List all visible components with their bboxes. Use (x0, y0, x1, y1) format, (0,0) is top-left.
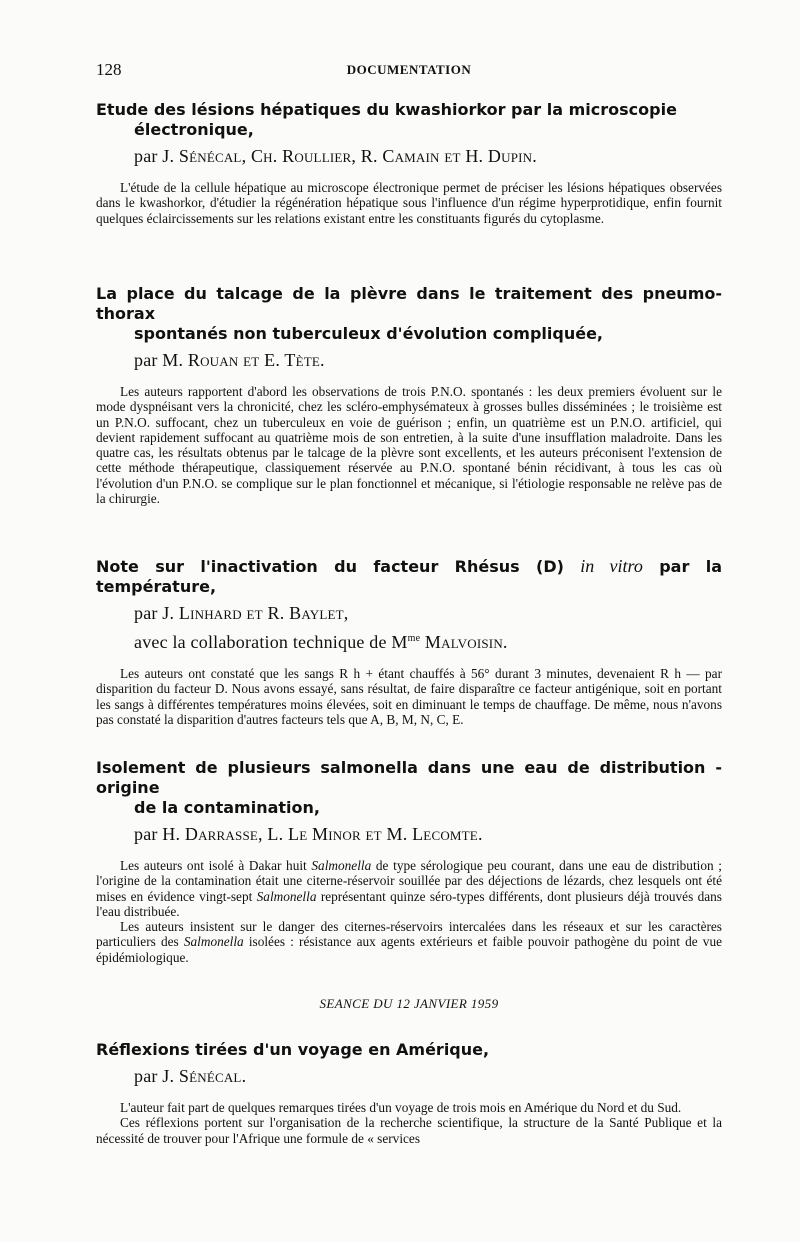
article-abstract (96, 1100, 722, 1146)
article-authors: par M. Rouan et E. Tète. (134, 350, 325, 370)
article-title: La place du talcage de la plèvre dans le traitement des pneumo-thorax spontanés non tuberculeux d'évolution compliquée, (96, 284, 722, 343)
paragraph: Les auteurs rapportent d'abord les observations de trois P.N.O. spontanés : les deux premiers évoluent sur le mode dyspnéisant vers la chronicité, chez les scléro-emphysémateux à grosses bulles disséminées ; le troisième est un P.N.O. suffocant, chez un tuberculeux en voie de guérison ; enfin, un quatrième est un P.N.O. artificiel, qui devient rapidement suffocant au quatrième mois de son entretien, à la suite d'une insufflation maladroite. Dans les quatre cas, les résultats obtenus par le talcage de la plèvre sont excellents, et les auteurs préconisent l'extension de cette méthode thérapeutique, classiquement réservée au P.N.O. spontané bénin récidivant, à tous les cas où l'évolution d'un P.N.O. se complique sur le plan fonctionnel et mécanique, si l'étiologie responsable ne relève pas de la chirurgie. (96, 384, 722, 507)
article-abstract (96, 180, 722, 226)
article-title: Etude des lésions hépatiques du kwashiorkor par la microscopie électronique, (96, 100, 677, 139)
article-kwashiorkor (96, 100, 722, 226)
article-talcage-plevre (96, 284, 722, 506)
article-title: Isolement de plusieurs salmonella dans une eau de distribution - origine de la contamination, (96, 758, 722, 817)
article-facteur-rhesus (96, 556, 722, 727)
session-heading: SEANCE DU 12 JANVIER 1959 (319, 996, 499, 1011)
paragraph: Les auteurs insistent sur le danger des citernes-réservoirs intercalées dans les réseaux et sur les caractères particuliers des Salmonella isolées : résistance aux agents extérieurs et faible pouvoir pathogène du point de vue épidémiologique. (96, 919, 722, 965)
article-title: Réflexions tirées d'un voyage en Amérique, (96, 1040, 490, 1059)
paragraph: L'étude de la cellule hépatique au microscope électronique permet de préciser les lésions hépatiques observées dans le kwashorkor, d'étudier la régénération hépatique sous l'influence d'un régime hyperprotidique, enfin fournit quelques éclaircissements sur les relations existant entre les constituants figurés du cytoplasme. (96, 180, 722, 226)
article-abstract (96, 666, 722, 727)
article-voyage-amerique (96, 1040, 722, 1146)
paragraph: Ces réflexions portent sur l'organisation de la recherche scientifique, la structure de la Santé Publique et la nécessité de trouver pour l'Afrique une formule de « services (96, 1115, 722, 1146)
article-authors: par J. Sénécal, Ch. Roullier, R. Camain et H. Dupin. (134, 146, 537, 166)
paragraph: L'auteur fait part de quelques remarques tirées d'un voyage de trois mois en Amérique du Nord et du Sud. (120, 1100, 682, 1115)
article-collaboration: avec la collaboration technique de $M^{me}$ Malvoisin. (134, 632, 508, 652)
article-salmonella (96, 758, 722, 965)
article-authors: par J. Linhard et R. Baylet, (134, 603, 349, 623)
article-title: Note sur l'inactivation du facteur Rhésus (D) in vitro par la température, (96, 556, 722, 596)
article-abstract (96, 384, 722, 506)
running-title: DOCUMENTATION (346, 62, 472, 77)
page-header (96, 60, 722, 84)
paragraph: Les auteurs ont isolé à Dakar huit Salmonella de type sérologique peu courant, dans une eau de distribution ; l'origine de la contamination était une citerne-réservoir souillée par des déjections de lézards, chez lesquels ont été mises en évidence vingt-sept Salmonella représentant quinze séro-types différents, dont plusieurs déjà trouvés dans l'eau distribuée. (96, 858, 722, 919)
page-number: 128 (96, 60, 122, 79)
article-authors: par J. Sénécal. (134, 1066, 247, 1086)
article-authors: par H. Darrasse, L. Le Minor et M. Lecomte. (134, 824, 483, 844)
paragraph: Les auteurs ont constaté que les sangs R h + étant chauffés à 56° durant 3 minutes, devenaient R h — par disparition du facteur D. Nous avons essayé, sans résultat, de faire disparaître ce facteur antigénique, soit en portant les sangs à différentes températures moins élevées, soit en diminuant le temps de chauffage. De même, nous n'avons pas constaté la disparition d'autres facteurs tels que A, B, M, N, C, E. (96, 666, 722, 727)
article-abstract (96, 858, 722, 965)
